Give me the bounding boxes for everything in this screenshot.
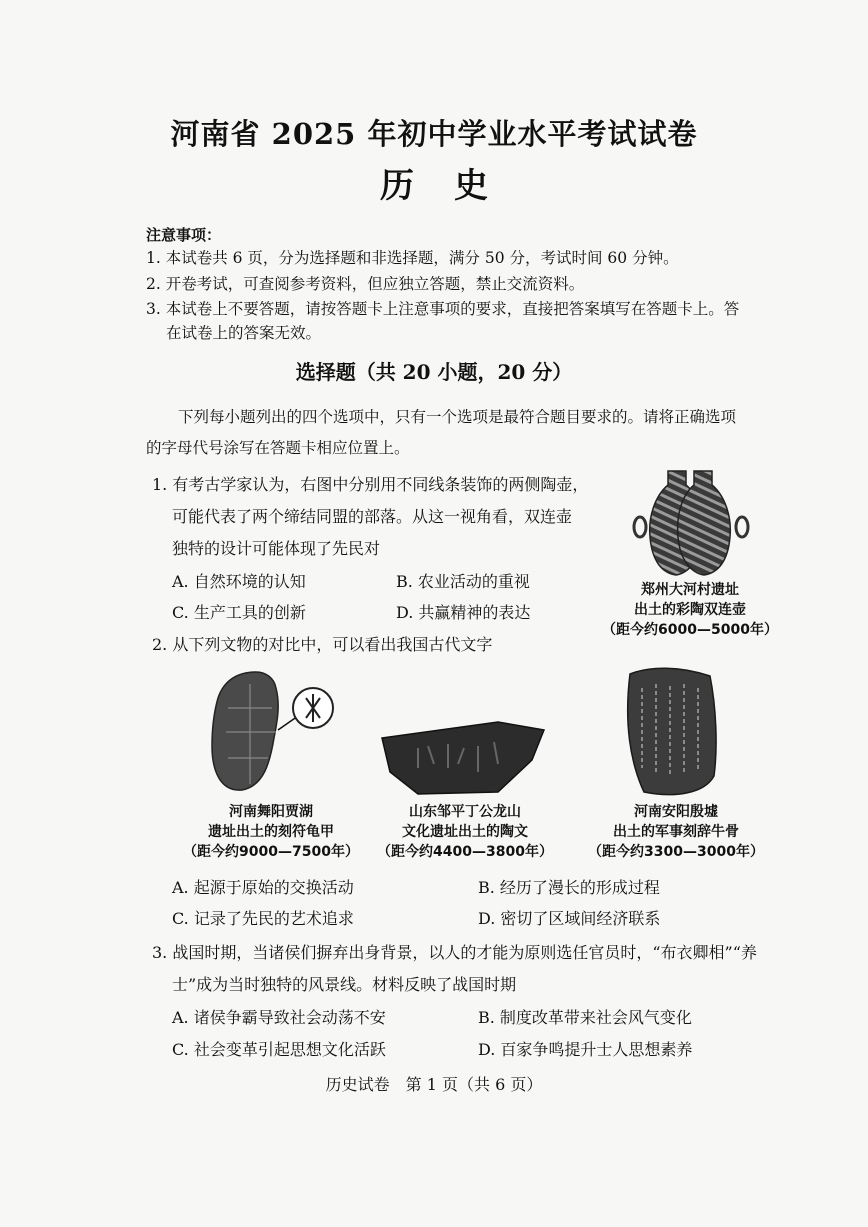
notice-item: 在试卷上的答案无效。 [166, 324, 322, 342]
q1-stem-line: 可能代表了两个缔结同盟的部落。从这一视角看，双连壶 [172, 507, 573, 526]
caption-line: 文化遗址出土的陶文 [402, 824, 528, 840]
turtle-shell-image [198, 668, 338, 796]
exam-title: 河南省 2025 年初中学业水平考试试卷 [170, 117, 698, 151]
q3-option-a: A. 诸侯争霸导致社会动荡不安 [172, 1008, 386, 1027]
q2-option-a: A. 起源于原始的交换活动 [172, 878, 354, 897]
ox-bone-image [612, 664, 732, 798]
q3-stem-line: 3. 战国时期，当诸侯们摒弃出身背景，以人的才能为原则选任官员时，“布衣卿相”“养 [152, 943, 757, 962]
caption-line: 河南舞阳贾湖 [229, 804, 313, 820]
q2-option-c: C. 记录了先民的艺术追求 [172, 909, 354, 928]
q3-option-d: D. 百家争鸣提升士人思想素养 [478, 1040, 693, 1059]
notice-item: 2. 开卷考试，可查阅参考资料，但应独立答题，禁止交流资料。 [146, 275, 585, 293]
page-footer: 历史试卷 第 1 页（共 6 页） [325, 1075, 543, 1094]
caption-line: 河南安阳殷墟 [634, 804, 718, 820]
q3-stem-line: 士”成为当时独特的风景线。材料反映了战国时期 [172, 975, 517, 994]
q2-option-b: B. 经历了漫长的形成过程 [478, 878, 660, 897]
q1-option-b: B. 农业活动的重视 [396, 572, 530, 591]
double-pot-image [620, 465, 760, 577]
q1-option-d: D. 共赢精神的表达 [396, 603, 531, 622]
notice-item: 1. 本试卷共 6 页，分为选择题和非选择题，满分 50 分，考试时间 60 分钟。 [146, 249, 679, 267]
q3-option-b: B. 制度改革带来社会风气变化 [478, 1008, 692, 1027]
section-instruction: 下列每小题列出的四个选项中，只有一个选项是最符合题目要求的。请将正确选项 [178, 408, 737, 426]
pottery-shard-image [378, 718, 548, 798]
subject-title: 历史 [380, 166, 528, 206]
caption-line: 郑州大河村遗址 [641, 582, 739, 598]
notice-item: 3. 本试卷上不要答题，请按答题卡上注意事项的要求，直接把答案填写在答题卡上。答 [146, 300, 740, 318]
caption-line: （距今约9000—7500年） [183, 844, 359, 860]
notice-heading: 注意事项： [146, 226, 222, 244]
caption-line: （距今约6000—5000年） [602, 622, 778, 638]
q3-option-c: C. 社会变革引起思想文化活跃 [172, 1040, 386, 1059]
q1-stem-line: 1. 有考古学家认为，右图中分别用不同线条装饰的两侧陶壶， [152, 475, 589, 494]
caption-line: 山东邹平丁公龙山 [409, 804, 521, 820]
q1-caption [590, 580, 790, 640]
caption-line: 出土的彩陶双连壶 [634, 602, 746, 618]
section-title: 选择题（共 20 小题，20 分） [295, 360, 573, 384]
caption-line: 出土的军事刻辞牛骨 [613, 824, 739, 840]
caption-line: （距今约3300—3000年） [588, 844, 764, 860]
caption-line: 遗址出土的刻符龟甲 [208, 824, 334, 840]
q1-option-c: C. 生产工具的创新 [172, 603, 306, 622]
caption-line: （距今约4400—3800年） [377, 844, 553, 860]
q2-caption-3 [576, 802, 776, 862]
q2-caption-1 [176, 802, 366, 862]
q2-option-d: D. 密切了区域间经济联系 [478, 909, 661, 928]
q2-stem: 2. 从下列文物的对比中，可以看出我国古代文字 [152, 635, 493, 654]
q1-option-a: A. 自然环境的认知 [172, 572, 306, 591]
q2-caption-2 [370, 802, 560, 862]
q1-stem-line: 独特的设计可能体现了先民对 [172, 539, 381, 558]
section-instruction: 的字母代号涂写在答题卡相应位置上。 [146, 439, 410, 457]
